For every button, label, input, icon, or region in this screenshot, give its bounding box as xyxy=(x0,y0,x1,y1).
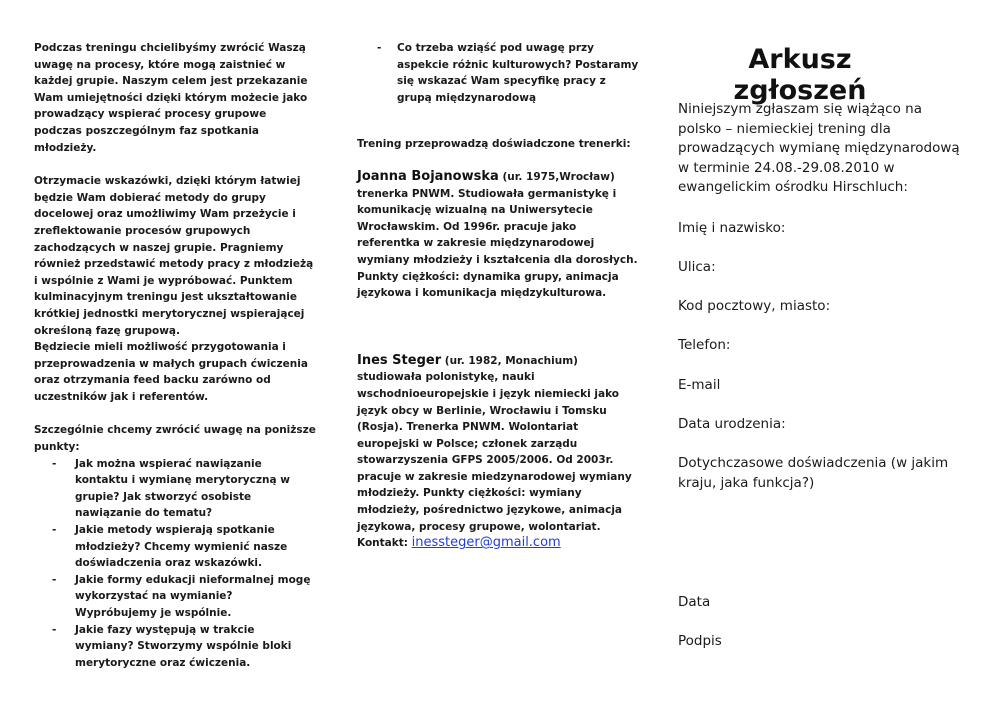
focus-points-list xyxy=(34,456,316,672)
cultural-point-list xyxy=(357,40,639,106)
trainer-bio: studiowała polonistykę, nauki wschodnioeuropejskie i język niemiecki jako język obcy w Berlinie, Wrocławiu i Tomsku (Rosja). Trenerka PNWM. Wolontariat europejski w Polsce; członek zarządu stowarzyszenia GFPS 2005/2006. Od 2003r. pracuje w zakresie miedzynarodowej wymiany młodzieży. Punkty ciężkości: wymiany młodzieży, pośrednictwo językowe, animacja językowa, procesy grupowe, wolontariat. xyxy=(357,371,632,533)
field-zip-city-label: Kod pocztowy, miasto: xyxy=(678,298,831,314)
methods-paragraph: Otrzymacie wskazówki, dzięki którym łatwiej będzie Wam dobierać metody do grupy docelowej oraz umożliwimy Wam przeżycie i zreflektowanie procesów grupowych zachodzących w naszej grupie. Pragniemy również przedstawić metody pracy z młodzieżą i wspólnie z Wami je wypróbować. Punktem kulminacyjnym treningu jest ukształtowanie krótkiej jednostki merytorycznej wspierającej określoną fazę grupową. xyxy=(34,175,314,337)
practice-paragraph: Będziecie mieli możliwość przygotowania i przeprowadzenia w małych grupach ćwiczenia oraz otrzymania feed backu zarówno od uczestników jak i referentów. xyxy=(34,341,308,403)
trainer-name: Ines Steger xyxy=(357,352,442,368)
field-name-label: Imię i nazwisko: xyxy=(678,220,786,236)
trainer-joanna xyxy=(357,169,639,302)
field-birthdate-label: Data urodzenia: xyxy=(678,416,786,432)
column-middle xyxy=(357,40,639,552)
column-right xyxy=(678,40,974,680)
focus-points-heading: Szczególnie chcemy zwrócić uwagę na poniższe punkty: xyxy=(34,424,316,454)
dash-marker: - xyxy=(52,457,57,470)
contact-email-link[interactable]: inessteger@gmail.com xyxy=(411,535,561,551)
dash-marker: - xyxy=(52,623,57,636)
list-item: - Jakie fazy występują w trakcie wymiany? Stworzymy wspólnie bloki merytoryczne oraz ćwiczenia. xyxy=(52,623,292,669)
dash-marker: - xyxy=(377,42,382,54)
field-email-label: E-mail xyxy=(678,377,721,393)
intro-paragraph: Podczas treningu chcielibyśmy zwrócić Waszą uwagę na procesy, które mogą zaistnieć w każdej grupie. Naszym celem jest przekazanie Wam umiejętności dzięki którym możecie jako prowadzący wspierać procesy grupowe podczas poszczególnym faz spotkania młodzieży. xyxy=(34,42,308,154)
list-item: - Jakie metody wspierają spotkanie młodzieży? Chcemy wymienić nasze doświadczenia oraz wskazówki. xyxy=(52,524,288,570)
field-signature-label: Podpis xyxy=(678,633,722,649)
dash-marker: - xyxy=(52,524,57,537)
trainer-born: (ur. 1975,Wrocław) xyxy=(502,170,615,183)
trainer-name: Joanna Bojanowska xyxy=(357,168,499,184)
list-item: - Co trzeba wziąść pod uwagę przy aspekcie różnic kulturowych? Postaramy się wskazać Wam specyfikę pracy z grupą międzynarodową xyxy=(377,42,639,104)
list-item: - Jak można wspierać nawiązanie kontaktu i wymianę merytoryczną w grupie? Jak stworzyć osobiste nawiązanie do tematu? xyxy=(52,457,290,520)
field-phone-label: Telefon: xyxy=(678,337,731,353)
trainer-bio: trenerka PNWM. Studiowała germanistykę i komunikację wizualną na Uniwersytecie Wrocławskim. Od 1996r. pracuje jako referentka w zakresie międzynarodowej wymiany młodzieży i kształcenia dla dorosłych. Punkty ciężkości: dynamika grupy, animacja językowa i komunikacja międzykulturowa. xyxy=(357,187,638,300)
list-item: - Jakie formy edukacji nieformalnej mogę wykorzystać na wymianie? Wypróbujemy je wspólnie. xyxy=(52,573,311,619)
dash-marker: - xyxy=(52,573,57,586)
form-title: Arkusz zgłoszeń xyxy=(733,44,867,106)
column-left xyxy=(34,40,316,671)
field-date-label: Data xyxy=(678,594,711,610)
field-experience-label: Dotychczasowe doświadczenia (w jakim kraju, jaka funkcja?) xyxy=(678,455,949,491)
form-intro: Niniejszym zgłaszam się wiążąco na polsko – niemieckiej trening dla prowadzących wymianę międzynarodową w terminie 24.08.-29.08.2010 w ewangelickim ośrodku Hirschluch: xyxy=(678,101,960,196)
trainers-intro: Trening przeprowadzą doświadczone trenerki: xyxy=(357,138,631,151)
trainer-ines xyxy=(357,353,639,552)
trainer-born: (ur. 1982, Monachium) xyxy=(444,354,578,367)
field-street-label: Ulica: xyxy=(678,259,716,275)
contact-label: Kontakt: xyxy=(357,537,408,550)
